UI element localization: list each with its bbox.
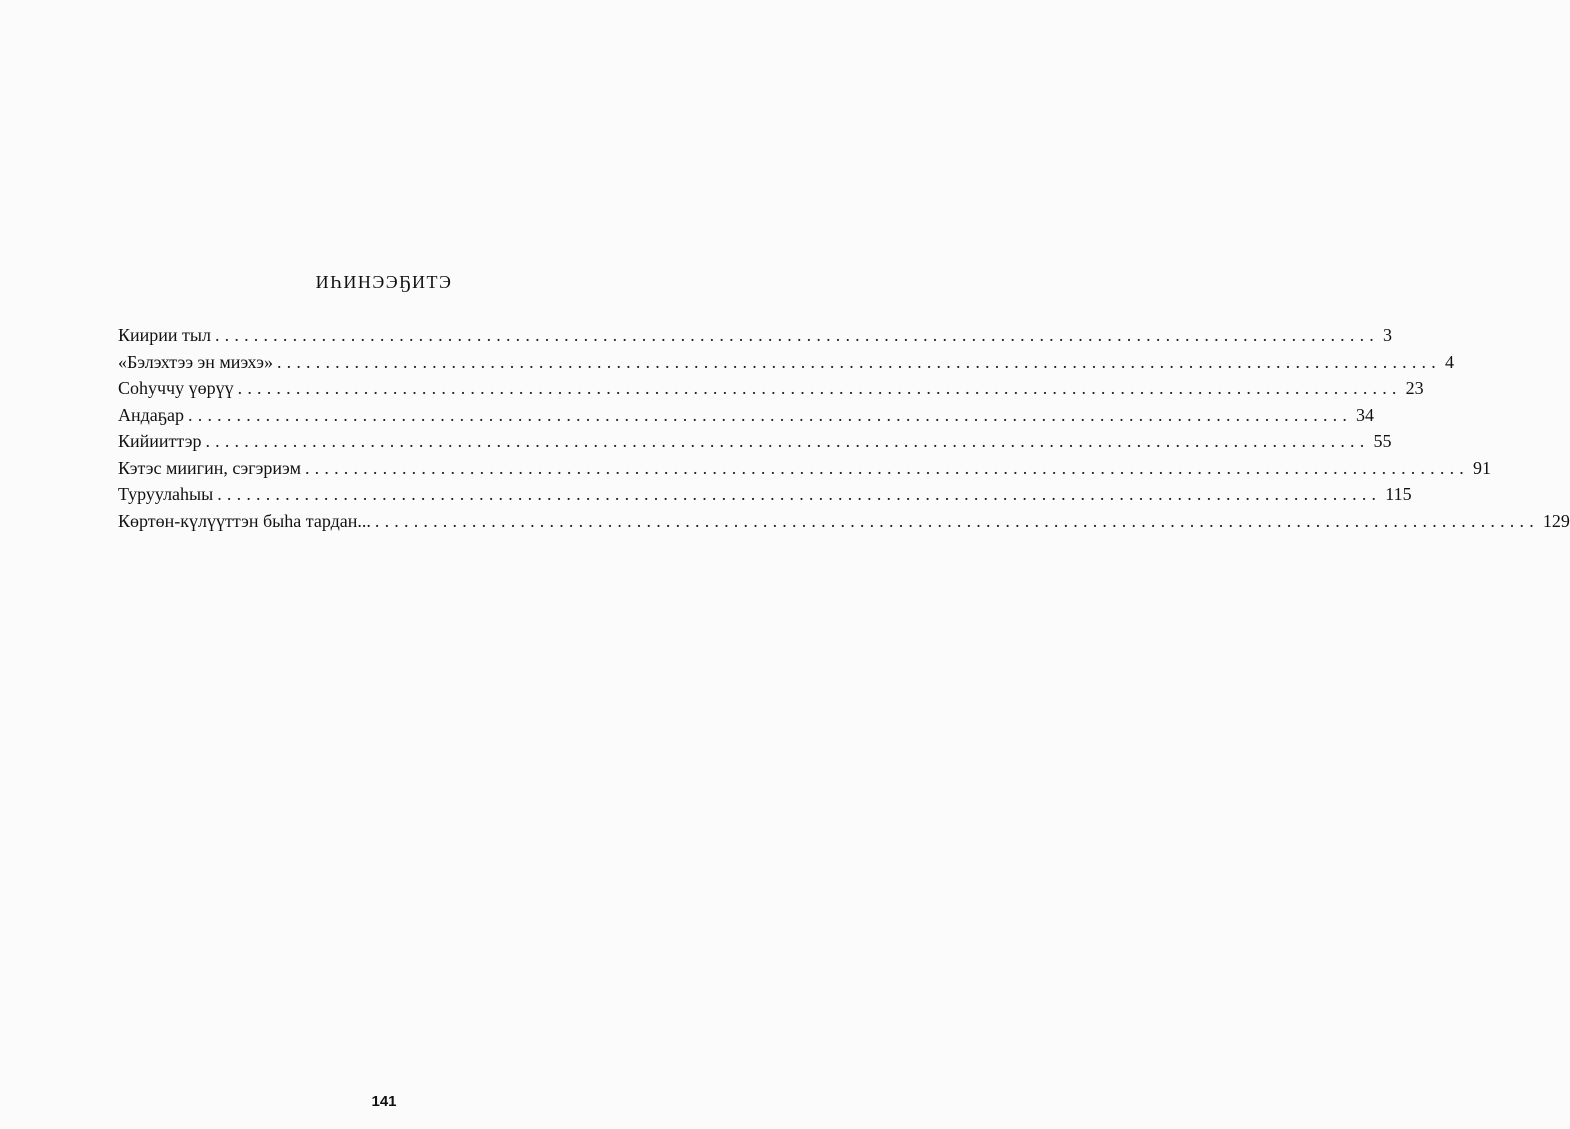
toc-entry-label: Соһуччу үөрүү xyxy=(118,378,234,398)
toc-leader-dots: ........................................................................................................................ xyxy=(188,404,1353,425)
toc-leader-dots: ........................................................................................................................ xyxy=(237,378,1402,398)
table-of-contents xyxy=(118,322,1570,534)
toc-entry-label: Туруулаһыы xyxy=(118,484,214,504)
toc-entry-label: Көртөн-күлүүттэн быһа тардан... xyxy=(118,510,371,531)
toc-entry-page: 3 xyxy=(1382,325,1392,345)
toc-leader-dots: ........................................................................................................................ xyxy=(217,484,1382,504)
toc-leader-dots: ........................................................................................................................ xyxy=(276,351,1441,372)
toc-entry-page: 23 xyxy=(1405,378,1424,398)
toc-leader-dots: ........................................................................................................................ xyxy=(205,431,1370,451)
toc-entry-label: Кийииттэр xyxy=(118,431,202,451)
toc-entry xyxy=(118,455,1491,482)
toc-entry xyxy=(118,508,1570,535)
toc-title: ИҺИНЭЭҔИТЭ xyxy=(315,272,453,292)
toc-entry-page: 115 xyxy=(1385,484,1412,504)
toc-entry-page: 91 xyxy=(1472,457,1491,478)
toc-entry xyxy=(118,402,1375,429)
toc-leader-dots: ........................................................................................................................ xyxy=(374,510,1539,531)
toc-entry xyxy=(118,481,1412,508)
toc-entry-page: 4 xyxy=(1444,351,1454,372)
toc-leader-dots: ........................................................................................................................ xyxy=(214,325,1379,345)
toc-entry-page: 129 xyxy=(1542,510,1570,531)
toc-entry xyxy=(118,428,1392,455)
toc-entry-label: «Бэлэхтээ эн миэхэ» xyxy=(118,351,273,372)
toc-entry-label: Андаҕар xyxy=(118,404,185,425)
toc-entry-page: 55 xyxy=(1373,431,1392,451)
toc-entry xyxy=(118,349,1454,376)
page-number: 141 xyxy=(371,1093,397,1110)
toc-entry xyxy=(118,375,1424,402)
toc-entry xyxy=(118,322,1392,349)
toc-entry-label: Киирии тыл xyxy=(118,325,211,345)
toc-entry-page: 34 xyxy=(1356,404,1375,425)
toc-entry-label: Кэтэс миигин, сэгэриэм xyxy=(118,457,301,478)
toc-leader-dots: ........................................................................................................................ xyxy=(304,457,1469,478)
